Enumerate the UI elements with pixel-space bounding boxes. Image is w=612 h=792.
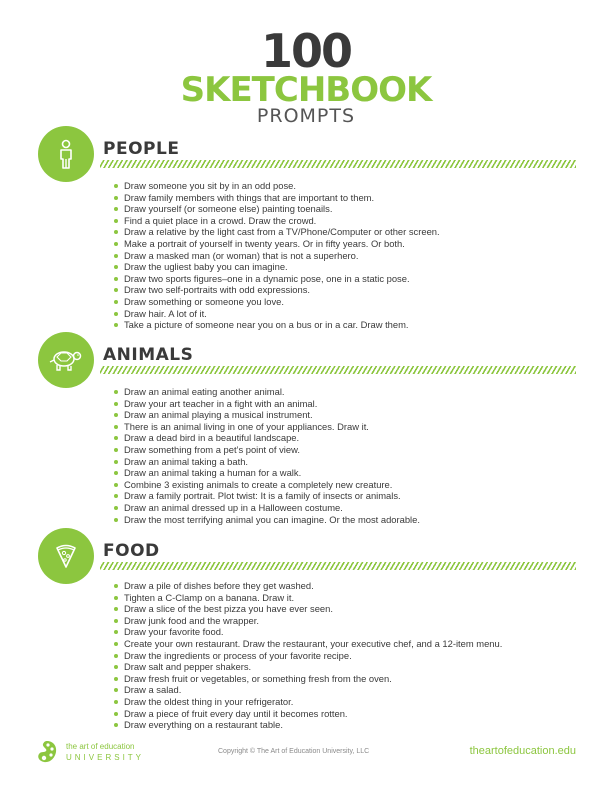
list-item: Make a portrait of yourself in twenty years. Or in fifty years. Or both. (114, 238, 440, 250)
list-item: Create your own restaurant. Draw the restaurant, your executive chef, and a 12-item menu. (114, 638, 502, 650)
footer (0, 738, 612, 768)
list-item: Draw an animal playing a musical instrument. (114, 409, 420, 421)
section-divider (100, 366, 576, 374)
logo-text-university: UNIVERSITY (66, 753, 145, 762)
list-item: Draw a family portrait. Plot twist: It is a family of insects or animals. (114, 490, 420, 502)
list-item: Draw an animal taking a human for a walk. (114, 467, 420, 479)
palette-logo-icon (36, 740, 58, 764)
list-item: Draw an animal taking a bath. (114, 456, 420, 468)
list-item: Draw salt and pepper shakers. (114, 661, 502, 673)
copyright-text: Copyright © The Art of Education University, LLC (218, 748, 370, 755)
list-item: Draw a relative by the light cast from a TV/Phone/Computer or other screen. (114, 226, 440, 238)
list-item: Draw two self-portraits with odd expressions. (114, 284, 440, 296)
list-item: Draw the ugliest baby you can imagine. (114, 261, 440, 273)
list-item: Draw something or someone you love. (114, 296, 440, 308)
list-item: Draw someone you sit by in an odd pose. (114, 180, 440, 192)
list-item: Draw something from a pet’s point of view. (114, 444, 420, 456)
list-item: Draw a salad. (114, 684, 502, 696)
list-item: Draw a piece of fruit every day until it becomes rotten. (114, 708, 502, 720)
list-item: Draw family members with things that are important to them. (114, 192, 440, 204)
turtle-icon (38, 332, 94, 388)
list-item: Take a picture of someone near you on a bus or in a car. Draw them. (114, 319, 440, 331)
title-number: 100 (260, 24, 352, 78)
website-link[interactable]: theartofeducation.edu (469, 745, 576, 757)
list-item: Draw a dead bird in a beautiful landscape. (114, 432, 420, 444)
list-item: Combine 3 existing animals to create a completely new creature. (114, 479, 420, 491)
list-item: Draw a masked man (or woman) that is not a superhero. (114, 250, 440, 262)
list-item: Tighten a C-Clamp on a banana. Draw it. (114, 592, 502, 604)
list-item: Draw the ingredients or process of your favorite recipe. (114, 650, 502, 662)
prompt-list (114, 386, 420, 525)
title-sketchbook: SKETCHBOOK (180, 70, 432, 110)
list-item: Draw everything on a restaurant table. (114, 719, 502, 731)
list-item: Draw your art teacher in a fight with an animal. (114, 398, 420, 410)
section-divider (100, 562, 576, 570)
list-item: Draw the oldest thing in your refrigerator. (114, 696, 502, 708)
list-item: Draw an animal dressed up in a Halloween costume. (114, 502, 420, 514)
list-item: Draw a slice of the best pizza you have ever seen. (114, 603, 502, 615)
list-item: Draw yourself (or someone else) painting toenails. (114, 203, 440, 215)
pizza-slice-icon (38, 528, 94, 584)
list-item: There is an animal living in one of your appliances. Draw it. (114, 421, 420, 433)
list-item: Draw hair. A lot of it. (114, 308, 440, 320)
person-icon (38, 126, 94, 182)
header (0, 24, 612, 127)
prompt-list (114, 180, 440, 331)
list-item: Draw two sports figures–one in a dynamic pose, one in a static pose. (114, 273, 440, 285)
section-title: ANIMALS (103, 345, 194, 365)
list-item: Draw fresh fruit or vegetables, or something fresh from the oven. (114, 673, 502, 685)
list-item: Draw a pile of dishes before they get washed. (114, 580, 502, 592)
list-item: Find a quiet place in a crowd. Draw the crowd. (114, 215, 440, 227)
list-item: Draw junk food and the wrapper. (114, 615, 502, 627)
logo-text: the art of education (66, 742, 135, 751)
list-item: Draw the most terrifying animal you can imagine. Or the most adorable. (114, 514, 420, 526)
list-item: Draw your favorite food. (114, 626, 502, 638)
prompt-list (114, 580, 502, 731)
list-item: Draw an animal eating another animal. (114, 386, 420, 398)
section-title: FOOD (103, 541, 160, 561)
section-title: PEOPLE (103, 139, 180, 159)
title-prompts: PROMPTS (256, 105, 356, 127)
section-divider (100, 160, 576, 168)
